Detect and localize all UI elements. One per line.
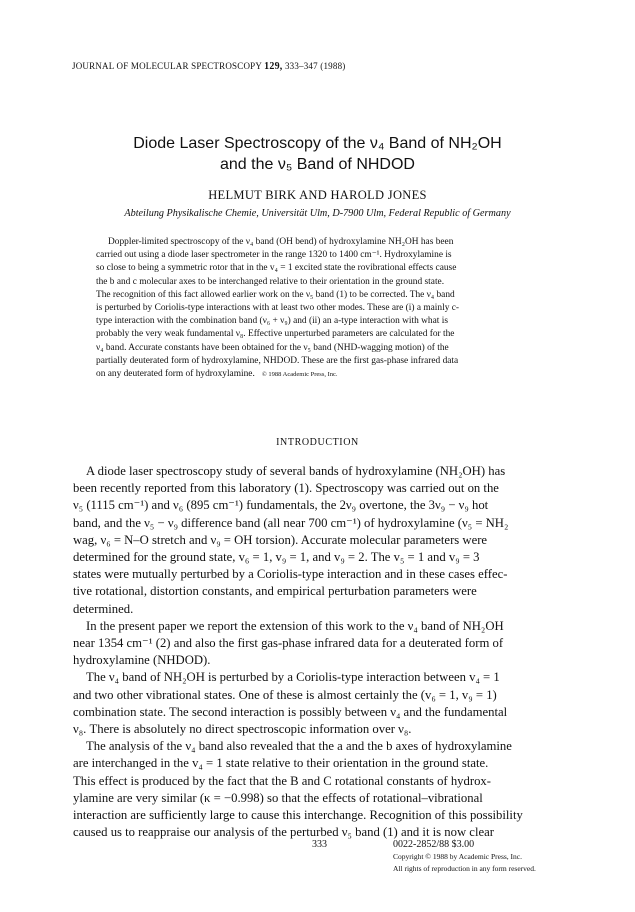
title-line-2: and the ν₅ Band of NHDOD bbox=[220, 156, 415, 173]
abstract-line: type interaction with the combination band (ν₆ + ν₉) and (ii) an a-type interaction with what is bbox=[96, 316, 448, 327]
body-text bbox=[73, 463, 565, 841]
body-line: near 1354 cm⁻¹ (2) and also the first gas-phase infrared data for a deuterated form of bbox=[73, 636, 504, 651]
body-line: In the present paper we report the extension of this work to the ν₄ band of NH₂OH bbox=[86, 618, 504, 633]
price-code: 0022-2852/88 $3.00 bbox=[393, 839, 475, 850]
body-line: determined. bbox=[73, 601, 134, 616]
abstract-line: ν₄ band. Accurate constants have been obtained for the ν₅ band (NHD-wagging motion) of the bbox=[96, 342, 449, 353]
copyright-line: Copyright © 1988 by Academic Press, Inc. bbox=[393, 852, 523, 861]
body-line: are interchanged in the v₄ = 1 state relative to their orientation in the ground state. bbox=[73, 756, 489, 771]
body-line: tive rotational, distortion constants, and empirical perturbation parameters were bbox=[73, 584, 477, 599]
rights-line: All rights of reproduction in any form reserved. bbox=[393, 864, 536, 873]
body-line: states were mutually perturbed by a Coriolis-type interaction and in these cases effec- bbox=[73, 567, 508, 582]
body-line: ν₈. There is absolutely no direct spectroscopic information over ν₈. bbox=[73, 722, 412, 737]
body-line: hydroxylamine (NHDOD). bbox=[73, 653, 211, 668]
title-line-1: Diode Laser Spectroscopy of the ν₄ Band of NH₂OH bbox=[133, 135, 502, 152]
page-number: 333 bbox=[312, 839, 327, 850]
section-heading: INTRODUCTION bbox=[276, 437, 359, 448]
body-line: The analysis of the ν₄ band also revealed that the a and the b axes of hydroxylamine bbox=[86, 739, 512, 754]
abstract-line: the b and c molecular axes to be interchanged relative to their orientation in the ground state. bbox=[96, 276, 445, 287]
abstract-line: The recognition of this fact allowed earlier work on the ν₅ band (1) to be corrected. The ν₄ band bbox=[96, 289, 455, 300]
abstract-last-line bbox=[96, 368, 554, 381]
body-line: combination state. The second interaction is possibly between ν₄ and the fundamental bbox=[73, 704, 508, 719]
body-line: This effect is produced by the fact that the B and C rotational constants of hydrox- bbox=[73, 773, 491, 788]
journal-volume: 129, bbox=[264, 61, 283, 72]
body-line: band, and the ν₅ − ν₉ difference band (all near 700 cm⁻¹) of hydroxylamine (ν₅ = NH₂ bbox=[73, 515, 509, 530]
abstract bbox=[96, 236, 554, 381]
abstract-copyright: © 1988 Academic Press, Inc. bbox=[261, 371, 338, 379]
body-line: ylamine are very similar (κ = −0.998) so that the effects of rotational–vibrational bbox=[73, 790, 483, 805]
journal-pages-year: 333–347 (1988) bbox=[284, 61, 346, 71]
journal-header bbox=[72, 61, 345, 72]
author-line: HELMUT BIRK AND HAROLD JONES bbox=[208, 188, 427, 202]
body-line: A diode laser spectroscopy study of several bands of hydroxylamine (NH₂OH) has bbox=[86, 464, 506, 478]
body-line: caused us to reappraise our analysis of the perturbed ν₅ band (1) and it is now clear bbox=[73, 825, 494, 840]
copyright-block bbox=[393, 839, 536, 875]
body-line: interaction are sufficiently large to cause this interchange. Recognition of this possibility bbox=[73, 808, 523, 823]
body-line: wag, ν₆ = N–O stretch and ν₉ = OH torsion). Accurate molecular parameters were bbox=[73, 532, 488, 547]
abstract-line: is perturbed by Coriolis-type interactions with at least two other modes. These are (i) a mainly c- bbox=[96, 303, 460, 314]
body-line: determined for the ground state, v₆ = 1, v₉ = 1, and v₉ = 2. The v₅ = 1 and v₉ = 3 bbox=[73, 550, 480, 565]
abstract-line: so close to being a symmetric rotor that in the v₄ = 1 excited state the rovibrational effects cause bbox=[96, 263, 457, 274]
body-line: been recently reported from this laboratory (1). Spectroscopy was carried out on the bbox=[73, 481, 499, 496]
abstract-line: partially deuterated form of hydroxylamine, NHDOD. These are the first gas-phase infrared data bbox=[96, 355, 459, 366]
journal-name: JOURNAL OF MOLECULAR SPECTROSCOPY bbox=[72, 61, 262, 71]
body-line: The ν₄ band of NH₂OH is perturbed by a Coriolis-type interaction between v₄ = 1 bbox=[86, 670, 500, 685]
affiliation: Abteilung Physikalische Chemie, Universität Ulm, D-7900 Ulm, Federal Republic of Germany bbox=[124, 208, 511, 219]
body-line: ν₅ (1115 cm⁻¹) and ν₆ (895 cm⁻¹) fundamentals, the 2ν₉ overtone, the 3ν₉ − ν₉ hot bbox=[73, 498, 489, 513]
abstract-line: on any deuterated form of hydroxylamine. bbox=[96, 369, 255, 380]
abstract-line: probably the very weak fundamental ν₈. Effective unperturbed parameters are calculated for the bbox=[96, 329, 455, 340]
abstract-line: carried out using a diode laser spectrometer in the range 1320 to 1400 cm⁻¹. Hydroxylamine is bbox=[96, 250, 452, 261]
body-line: and two other vibrational states. One of these is almost certainly the (v₆ = 1, v₉ = 1) bbox=[73, 687, 497, 702]
article-title bbox=[40, 133, 595, 175]
abstract-line: Doppler-limited spectroscopy of the ν₄ band (OH bend) of hydroxylamine NH₂OH has been bbox=[108, 237, 454, 247]
